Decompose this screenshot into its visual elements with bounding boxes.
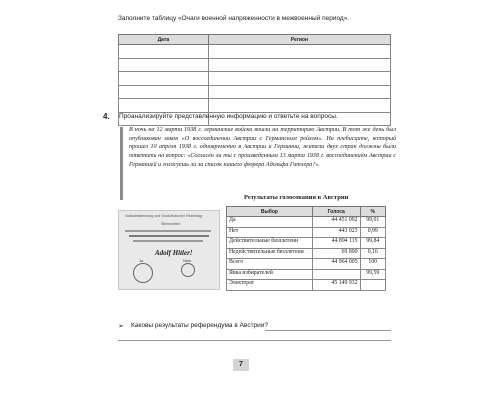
table-row bbox=[227, 227, 386, 238]
ballot-subheader: Stimmzettel bbox=[161, 222, 180, 226]
ballot-image bbox=[118, 210, 220, 290]
choice-cell: Электорат bbox=[227, 280, 313, 291]
task4-number: 4. bbox=[103, 112, 110, 121]
choice-cell: Всего bbox=[227, 259, 313, 270]
date-cell[interactable] bbox=[119, 85, 209, 99]
question-text: Каковы результаты референдума в Австрии? bbox=[131, 322, 269, 329]
ballot-text-line bbox=[129, 235, 209, 237]
date-cell[interactable] bbox=[119, 72, 209, 86]
table-row bbox=[119, 58, 391, 72]
choice-cell: Действительные бюллетени bbox=[227, 238, 313, 249]
votes-cell bbox=[312, 269, 360, 280]
answer-line[interactable] bbox=[118, 340, 391, 341]
table-row bbox=[119, 85, 391, 99]
table-row bbox=[227, 280, 386, 291]
table-row bbox=[119, 99, 391, 113]
source-quote: В ночь на 12 марта 1938 г. германские войска вошли на территорию Австрии. В тот же день был опубликован закон «О воссоединении Австрии с Германским рейхом». На плебисците, который прошел 10 апреля 1938 г. одновременно в Австрии и Германии, жители двух стран должны были ответить на вопрос: «Согласен ли ты с произведенным 13 марта 1938 г. воссоединением Австрии с Германией и голосуешь ли за список нашего фюрера Адольфа Гитлера?». bbox=[129, 127, 396, 168]
ballot-text-line bbox=[125, 230, 211, 232]
choice-cell: Нет bbox=[227, 227, 313, 238]
date-cell[interactable] bbox=[119, 58, 209, 72]
col-region-header: Регион bbox=[208, 35, 390, 45]
date-cell[interactable] bbox=[119, 99, 209, 113]
votes-cell: 44 451 092 bbox=[312, 217, 360, 228]
region-cell[interactable] bbox=[208, 45, 390, 59]
arrow-bullet-icon: ➢ bbox=[118, 323, 124, 330]
votes-cell: 45 149 932 bbox=[312, 280, 360, 291]
table-row bbox=[227, 259, 386, 270]
percent-cell: 100 bbox=[360, 259, 385, 270]
ballot-header: Volksabstimmung und Großdeutscher Reichstag bbox=[125, 214, 203, 218]
region-cell[interactable] bbox=[208, 85, 390, 99]
choice-cell: Недействительные бюллетени bbox=[227, 248, 313, 259]
votes-cell: 44 964 005 bbox=[312, 259, 360, 270]
conflict-table-header bbox=[119, 35, 391, 45]
ballot-text-line bbox=[133, 240, 203, 242]
table-row bbox=[227, 238, 386, 249]
table-row bbox=[227, 217, 386, 228]
votes-cell: 443 023 bbox=[312, 227, 360, 238]
ballot-yes-circle bbox=[133, 263, 153, 283]
choice-cell: Явка избирателей bbox=[227, 269, 313, 280]
votes-cell: 44 894 115 bbox=[312, 238, 360, 249]
answer-line[interactable] bbox=[265, 330, 391, 331]
ballot-no-label: Nein bbox=[183, 258, 192, 263]
task4-prompt: Проанализируйте представленную информацию и ответьте на вопросы. bbox=[119, 113, 338, 120]
percent-cell: 0,16 bbox=[360, 248, 385, 259]
quote-bar bbox=[120, 127, 123, 200]
ballot-no-circle bbox=[181, 263, 195, 277]
task3-prompt: Заполните таблицу «Очаги военной напряженности в межвоенный период». bbox=[118, 15, 350, 22]
votes-cell: 69 890 bbox=[312, 248, 360, 259]
percent-cell: 99,59 bbox=[360, 269, 385, 280]
ballot-yes-label: Ja bbox=[139, 258, 144, 263]
table-row bbox=[119, 45, 391, 59]
ballot-name: Adolf Hitler! bbox=[155, 249, 193, 257]
choice-cell: Да bbox=[227, 217, 313, 228]
results-table bbox=[226, 206, 386, 291]
percent-cell: 99,01 bbox=[360, 217, 385, 228]
percent-cell: 99,84 bbox=[360, 238, 385, 249]
col-choice-header: Выбор bbox=[227, 207, 313, 217]
col-date-header: Дата bbox=[119, 35, 209, 45]
region-cell[interactable] bbox=[208, 58, 390, 72]
page-number: 7 bbox=[233, 359, 249, 371]
results-table-header bbox=[227, 207, 386, 217]
date-cell[interactable] bbox=[119, 45, 209, 59]
region-cell[interactable] bbox=[208, 72, 390, 86]
percent-cell: 0,99 bbox=[360, 227, 385, 238]
table-row bbox=[227, 269, 386, 280]
results-title: Результаты голосования в Австрии bbox=[244, 194, 349, 201]
col-votes-header: Голоса bbox=[312, 207, 360, 217]
region-cell[interactable] bbox=[208, 99, 390, 113]
table-row bbox=[119, 72, 391, 86]
table-row bbox=[227, 248, 386, 259]
col-percent-header: % bbox=[360, 207, 385, 217]
percent-cell bbox=[360, 280, 385, 291]
